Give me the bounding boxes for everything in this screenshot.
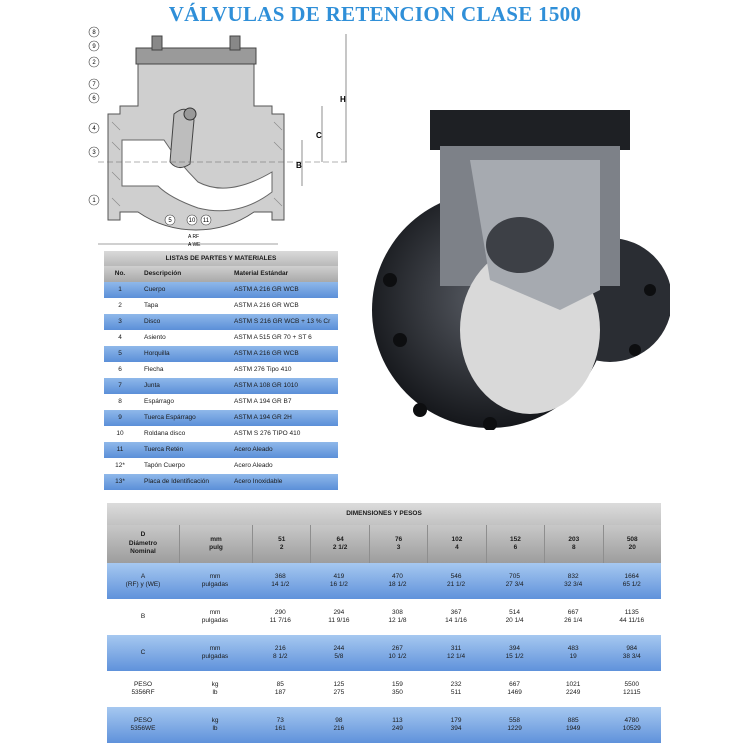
- value-line: 514: [509, 608, 521, 616]
- size-mm: 508: [626, 535, 638, 543]
- size-mm: 152: [509, 535, 521, 543]
- part-description: Tapón Cuerpo: [144, 462, 185, 469]
- unit-line: mm: [209, 572, 221, 580]
- row-label: [107, 707, 179, 743]
- part-description: Tuerca Retén: [144, 446, 184, 453]
- valve-section-drawing: [78, 22, 358, 250]
- unit-line: lb: [212, 689, 218, 696]
- value-line: 244: [333, 644, 345, 652]
- header-size: [486, 525, 544, 563]
- value-cell: [427, 599, 486, 635]
- value-line: 885: [567, 716, 579, 724]
- part-description: Placa de Identificación: [144, 478, 210, 485]
- header-label-line: D: [140, 531, 146, 539]
- value-line: 2249: [565, 689, 581, 696]
- value-line: 1021: [565, 680, 581, 688]
- value-cell: [485, 671, 544, 707]
- part-no: 10: [116, 430, 124, 437]
- dim-h-label: H: [340, 95, 346, 104]
- value-cell: [427, 635, 486, 671]
- header-material: Material Estándar: [234, 270, 289, 277]
- part-no: 9: [118, 414, 122, 421]
- header-nominal-diameter: [107, 525, 179, 563]
- row-label: [107, 599, 179, 635]
- part-description: Horquilla: [144, 350, 170, 357]
- value-cell: [602, 563, 661, 599]
- row-label-line: (RF) y (WE): [125, 581, 161, 588]
- callout-label: 9: [92, 44, 96, 50]
- value-cell: [310, 635, 369, 671]
- value-line: 367: [450, 608, 462, 616]
- row-label-line: 5356WE: [130, 725, 156, 732]
- value-cell: [544, 599, 603, 635]
- header-size: [369, 525, 427, 563]
- page-title: VÁLVULAS DE RETENCION CLASE 1500: [168, 2, 582, 26]
- row-label: [107, 671, 179, 707]
- unit-line: mm: [209, 608, 221, 616]
- unit-line: mm: [209, 644, 221, 652]
- table-row: [104, 314, 338, 330]
- value-line: 275: [333, 689, 345, 696]
- table-row: [104, 346, 338, 362]
- callout-label: 10: [188, 218, 196, 224]
- row-label-line: B: [140, 612, 146, 620]
- value-line: 32 3/4: [564, 581, 583, 588]
- part-material: ASTM A 216 GR WCB: [234, 302, 299, 309]
- value-line: 73: [276, 716, 284, 724]
- table-row: [107, 563, 661, 599]
- row-units: [179, 635, 251, 671]
- row-label: [107, 635, 179, 671]
- value-cell: [602, 599, 661, 635]
- value-line: 11 7/16: [269, 617, 291, 624]
- part-no: 1: [118, 286, 122, 293]
- parts-materials-table: [104, 251, 338, 490]
- dimensions-weights-table: [107, 503, 661, 743]
- callout-label: 11: [202, 218, 210, 224]
- value-line: 667: [567, 608, 579, 616]
- value-line: 15 1/2: [505, 653, 524, 660]
- value-cell: [251, 635, 310, 671]
- value-cell: [368, 563, 427, 599]
- size-in: 4: [455, 544, 459, 551]
- table-row: [107, 599, 661, 635]
- part-description: Roldana disco: [144, 430, 186, 437]
- value-line: 394: [450, 725, 462, 732]
- part-material: ASTM A 216 GR WCB: [234, 350, 299, 357]
- value-cell: [368, 599, 427, 635]
- part-material: ASTM A 515 GR 70 + ST 6: [234, 334, 312, 341]
- value-line: 1949: [565, 725, 581, 732]
- header-label-line: Diámetro: [128, 539, 158, 547]
- value-line: 26 1/4: [564, 617, 583, 624]
- callout-label: 8: [92, 30, 96, 36]
- value-line: 1135: [624, 608, 639, 616]
- dims-table-header: [107, 525, 661, 563]
- value-line: 11 9/16: [328, 617, 350, 624]
- header-units: [179, 525, 252, 563]
- value-line: 179: [450, 716, 462, 724]
- value-cell: [427, 671, 486, 707]
- value-line: 511: [450, 689, 462, 696]
- header-size: [252, 525, 310, 563]
- value-line: 5/8: [334, 653, 344, 660]
- part-material: ASTM A 194 GR B7: [234, 398, 292, 405]
- value-line: 187: [274, 689, 286, 696]
- part-no: 3: [118, 318, 122, 325]
- part-no: 5: [118, 350, 122, 357]
- value-line: 216: [274, 644, 286, 652]
- header-description: Descripción: [144, 270, 182, 277]
- callout-label: 7: [92, 82, 96, 88]
- value-line: 18 1/2: [388, 581, 407, 588]
- valve-cutaway-image: [360, 90, 670, 430]
- row-label-line: C: [140, 648, 146, 656]
- value-cell: [602, 707, 661, 743]
- value-line: 14 1/2: [271, 581, 290, 588]
- value-line: 21 1/2: [446, 581, 466, 588]
- part-material: ASTM A 216 GR WCB: [234, 286, 299, 293]
- value-line: 12 1/8: [388, 617, 407, 624]
- value-line: 5500: [624, 680, 639, 688]
- table-row: [104, 410, 338, 426]
- header-size: [544, 525, 602, 563]
- unit-line: pulg: [209, 544, 223, 551]
- value-line: 394: [509, 644, 521, 652]
- value-cell: [368, 635, 427, 671]
- part-no: 11: [116, 446, 124, 453]
- value-line: 546: [450, 572, 462, 580]
- value-line: 1469: [507, 689, 522, 696]
- part-material: Acero Aleado: [234, 462, 273, 469]
- value-line: 10 1/2: [388, 653, 407, 660]
- value-cell: [602, 671, 661, 707]
- value-cell: [544, 671, 603, 707]
- value-cell: [485, 563, 544, 599]
- part-material: ASTM S 216 GR WCB + 13 % Cr: [234, 318, 331, 325]
- value-line: 98: [335, 716, 343, 724]
- part-description: Cuerpo: [144, 286, 166, 293]
- table-row: [104, 442, 338, 458]
- unit-line: kg: [211, 680, 219, 688]
- unit-line: pulgadas: [201, 581, 229, 588]
- value-line: 216: [333, 725, 345, 732]
- table-row: [107, 635, 661, 671]
- value-line: 368: [274, 572, 286, 580]
- value-line: 12 1/4: [446, 653, 466, 660]
- value-line: 350: [392, 689, 403, 696]
- part-description: Disco: [144, 318, 161, 325]
- unit-line: kg: [211, 716, 219, 724]
- unit-line: pulgadas: [201, 617, 229, 624]
- value-cell: [485, 635, 544, 671]
- part-material: ASTM S 276 TIPO 410: [234, 430, 301, 437]
- value-line: 705: [509, 572, 521, 580]
- size-in: 3: [396, 544, 401, 551]
- value-cell: [310, 563, 369, 599]
- value-line: 290: [274, 608, 286, 616]
- unit-line: mm: [210, 535, 222, 543]
- part-description: Espárrago: [144, 398, 174, 405]
- row-units: [179, 599, 251, 635]
- size-mm: 76: [394, 535, 403, 543]
- value-cell: [251, 563, 310, 599]
- dim-b-label: B: [296, 161, 302, 170]
- value-line: 159: [392, 680, 403, 688]
- size-in: 2: [279, 544, 284, 551]
- size-in: 20: [628, 544, 636, 551]
- callout-label: 6: [92, 96, 96, 102]
- row-units: [179, 671, 251, 707]
- legend-a-we: A WE: [188, 242, 201, 248]
- table-row: [104, 330, 338, 346]
- table-row: [104, 458, 338, 474]
- row-label-line: PESO: [133, 716, 153, 724]
- value-line: 161: [274, 725, 286, 732]
- value-cell: [310, 707, 369, 743]
- value-line: 470: [392, 572, 403, 580]
- row-label-line: PESO: [133, 680, 153, 688]
- part-no: 13*: [115, 478, 125, 485]
- size-in: 6: [513, 544, 518, 551]
- size-mm: 64: [336, 535, 344, 543]
- value-cell: [485, 599, 544, 635]
- value-cell: [368, 671, 427, 707]
- callout-label: 1: [92, 198, 96, 204]
- table-row: [104, 282, 338, 298]
- header-label-line: Nominal: [130, 548, 156, 556]
- table-row: [107, 707, 661, 743]
- row-label-line: A: [140, 572, 146, 580]
- part-no: 2: [118, 302, 122, 309]
- value-line: 267: [392, 644, 403, 652]
- value-line: 10529: [622, 725, 641, 732]
- value-line: 1664: [624, 572, 639, 580]
- table-row: [104, 426, 338, 442]
- parts-table-title: LISTAS DE PARTES Y MATERIALES: [104, 251, 338, 266]
- part-material: Acero Aleado: [234, 446, 273, 453]
- value-line: 4780: [624, 716, 639, 724]
- value-line: 8 1/2: [273, 653, 288, 660]
- part-description: Junta: [144, 382, 160, 389]
- value-line: 483: [567, 644, 579, 652]
- part-description: Asiento: [144, 334, 166, 341]
- value-cell: [368, 707, 427, 743]
- row-label: [107, 563, 179, 599]
- row-label-line: 5356RF: [131, 689, 155, 696]
- unit-line: lb: [212, 725, 218, 732]
- value-line: 20 1/4: [505, 617, 524, 624]
- value-line: 311: [450, 644, 462, 652]
- size-mm: 51: [278, 535, 286, 543]
- value-line: 249: [392, 725, 403, 732]
- value-line: 65 1/2: [622, 581, 641, 588]
- table-row: [104, 394, 338, 410]
- value-line: 832: [567, 572, 579, 580]
- table-row: [107, 671, 661, 707]
- part-material: ASTM 276 Tipo 410: [234, 366, 292, 373]
- row-units: [179, 707, 251, 743]
- value-line: 125: [333, 680, 345, 688]
- size-in: 2 1/2: [332, 544, 348, 551]
- value-cell: [251, 599, 310, 635]
- callout-label: 3: [92, 150, 96, 156]
- part-description: Tuerca Espárrago: [144, 414, 196, 421]
- value-cell: [310, 671, 369, 707]
- callout-label: 4: [92, 126, 96, 132]
- size-mm: 203: [568, 535, 580, 543]
- value-line: 419: [333, 572, 345, 580]
- legend-a-rf: A RF: [188, 234, 200, 240]
- table-row: [104, 378, 338, 394]
- value-cell: [251, 707, 310, 743]
- value-line: 1229: [507, 725, 522, 732]
- part-description: Flecha: [144, 366, 164, 373]
- header-no: No.: [114, 270, 126, 277]
- value-line: 232: [450, 680, 462, 688]
- size-in: 8: [572, 544, 576, 551]
- part-material: ASTM A 108 GR 1010: [234, 382, 298, 389]
- value-line: 113: [392, 716, 403, 724]
- value-cell: [427, 563, 486, 599]
- value-line: 12115: [622, 689, 641, 696]
- value-line: 667: [509, 680, 521, 688]
- value-cell: [485, 707, 544, 743]
- part-no: 7: [118, 382, 122, 389]
- value-cell: [310, 599, 369, 635]
- value-line: 558: [509, 716, 521, 724]
- part-no: 6: [118, 366, 122, 373]
- part-material: ASTM A 194 GR 2H: [234, 414, 292, 421]
- table-row: [104, 298, 338, 314]
- value-line: 294: [333, 608, 345, 616]
- part-material: Acero Inoxidable: [234, 478, 283, 485]
- value-line: 27 3/4: [505, 581, 524, 588]
- part-description: Tapa: [144, 302, 159, 309]
- callout-label: 2: [92, 60, 96, 66]
- header-size: [427, 525, 485, 563]
- parts-table-header: [104, 266, 338, 282]
- value-cell: [544, 635, 603, 671]
- value-cell: [427, 707, 486, 743]
- value-cell: [602, 635, 661, 671]
- value-line: 984: [626, 644, 638, 652]
- dims-table-title: DIMENSIONES Y PESOS: [107, 503, 661, 525]
- callout-label: 5: [168, 218, 172, 224]
- value-line: 38 3/4: [622, 653, 641, 660]
- value-line: 308: [392, 608, 403, 616]
- value-cell: [251, 671, 310, 707]
- row-units: [179, 563, 251, 599]
- header-size: [310, 525, 368, 563]
- value-line: 85: [276, 680, 284, 688]
- unit-line: pulgadas: [201, 653, 229, 660]
- value-cell: [544, 563, 603, 599]
- dim-c-label: C: [316, 131, 322, 140]
- value-cell: [544, 707, 603, 743]
- table-row: [104, 474, 338, 490]
- value-line: 14 1/16: [445, 617, 467, 624]
- value-line: 44 11/16: [619, 617, 645, 624]
- part-no: 12*: [115, 462, 125, 469]
- size-mm: 102: [451, 535, 463, 543]
- part-no: 4: [118, 334, 122, 341]
- value-line: 19: [569, 653, 577, 660]
- part-no: 8: [118, 398, 122, 405]
- table-row: [104, 362, 338, 378]
- value-line: 16 1/2: [329, 581, 348, 588]
- header-size: [603, 525, 661, 563]
